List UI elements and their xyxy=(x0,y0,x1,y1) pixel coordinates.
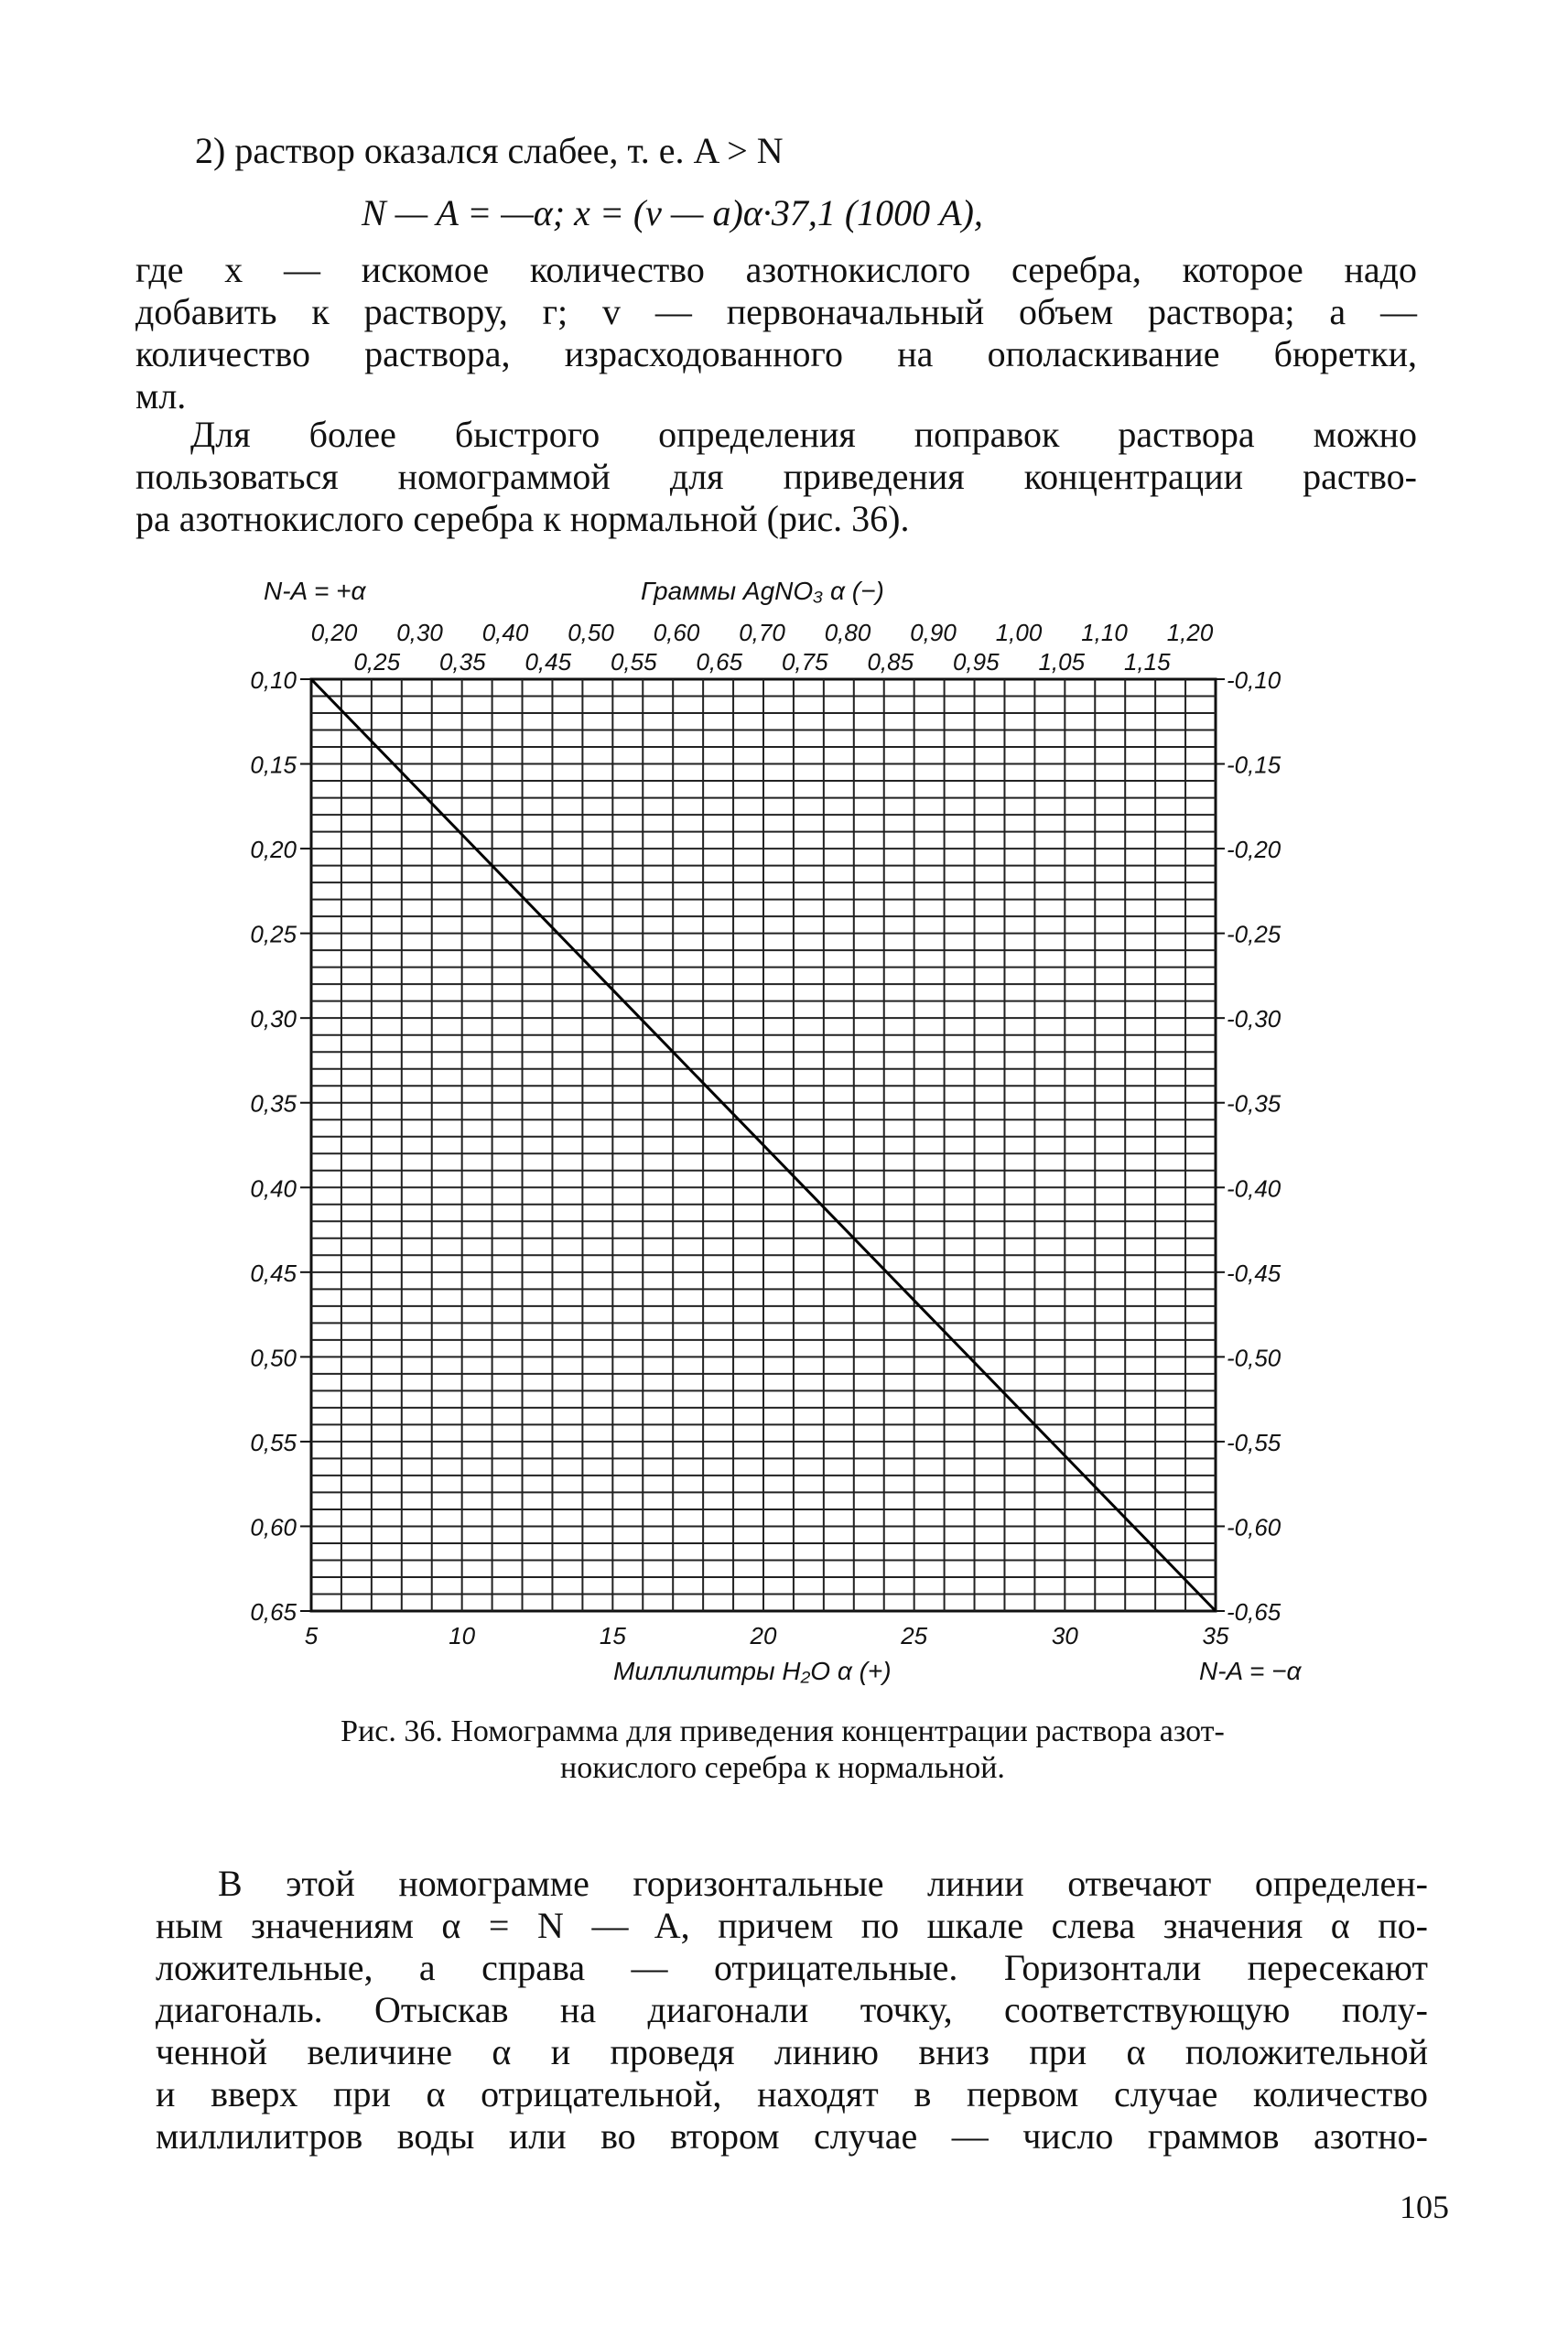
top-tick-label-row1: 0,80 xyxy=(824,619,871,646)
left-tick-label: 0,35 xyxy=(250,1089,297,1118)
paragraph-3-line: ным значениям α = N — A, причем по шкале слева значения α по- xyxy=(156,1905,1428,1946)
bottom-axis-title: Миллилитры H₂O α (+) xyxy=(613,1657,892,1685)
top-tick-label-row1: 1,00 xyxy=(995,619,1043,646)
top-axis-title: Граммы AgNO₃ α (−) xyxy=(641,577,884,605)
top-tick-label-row2: 0,85 xyxy=(867,648,914,676)
top-tick-label-row1: 0,40 xyxy=(481,619,529,646)
page-number: 105 xyxy=(1400,2189,1449,2225)
top-tick-label-row2: 1,15 xyxy=(1123,648,1171,676)
bottom-tick-label: 10 xyxy=(449,1622,476,1649)
right-tick-label: -0,40 xyxy=(1227,1174,1281,1203)
top-tick-label-row2: 0,55 xyxy=(610,648,657,676)
top-tick-label-row2: 0,95 xyxy=(952,648,1000,676)
top-tick-label-row2: 0,25 xyxy=(353,648,401,676)
bottom-tick-label: 25 xyxy=(901,1622,928,1649)
bottom-right-label: N-A = −α xyxy=(1199,1657,1302,1685)
top-tick-label-row2: 0,75 xyxy=(781,648,828,676)
right-tick-label: -0,55 xyxy=(1227,1428,1281,1456)
right-tick-label: -0,35 xyxy=(1227,1089,1281,1118)
bottom-tick-label: 5 xyxy=(304,1622,319,1649)
paragraph-3-line: ченной величине α и проведя линию вниз при α положительной xyxy=(156,2031,1428,2072)
paragraph-3-line: миллилитров воды или во втором случае — число граммов азотно- xyxy=(156,2115,1428,2157)
paragraph-2-line: Для более быстрого определения поправок раствора можно xyxy=(190,414,1417,455)
right-tick-label: -0,50 xyxy=(1227,1344,1281,1372)
caption-line-1: Рис. 36. Номограмма для приведения концентрации раствора азот- xyxy=(341,1714,1225,1748)
left-tick-label: 0,50 xyxy=(250,1344,297,1372)
left-tick-label: 0,45 xyxy=(250,1259,297,1287)
right-tick-label: -0,30 xyxy=(1227,1005,1281,1033)
top-tick-label-row1: 1,20 xyxy=(1166,619,1214,646)
paragraph-3-line: В этой номограмме горизонтальные линии отвечают определен- xyxy=(218,1863,1428,1904)
left-tick-label: 0,65 xyxy=(250,1598,297,1626)
right-tick-label: -0,60 xyxy=(1227,1513,1281,1541)
right-tick-label: -0,10 xyxy=(1227,666,1281,694)
paragraph-1-line: мл. xyxy=(135,375,187,416)
top-tick-label-row1: 0,70 xyxy=(739,619,785,646)
caption-line-2: нокислого серебра к нормальной. xyxy=(560,1751,1005,1785)
bottom-tick-label: 30 xyxy=(1051,1622,1078,1649)
top-tick-label-row1: 0,20 xyxy=(310,619,358,646)
left-tick-label: 0,15 xyxy=(250,751,297,779)
left-tick-label: 0,25 xyxy=(250,920,297,948)
formula-line: N — A = —α; x = (v — a)α·37,1 (1000 A), xyxy=(362,192,983,233)
paragraph-2-line: пользоваться номограммой для приведения концентрации раство- xyxy=(135,456,1417,497)
item-2-text: 2) раствор оказался слабее, т. е. A > N xyxy=(195,130,784,171)
ticks-layer xyxy=(250,619,1281,1649)
paragraph-3-line: ложительные, а справа — отрицательные. Горизонтали пересекают xyxy=(156,1947,1428,1988)
top-tick-label-row1: 0,90 xyxy=(910,619,957,646)
bottom-tick-label: 35 xyxy=(1202,1622,1229,1649)
left-tick-label: 0,10 xyxy=(250,666,297,694)
right-tick-label: -0,15 xyxy=(1227,751,1281,779)
left-tick-label: 0,20 xyxy=(250,836,297,864)
paragraph-3-line: и вверх при α отрицательной, находят в первом случае количество xyxy=(156,2073,1428,2114)
grid-layer xyxy=(311,679,1216,1611)
right-tick-label: -0,45 xyxy=(1227,1259,1281,1287)
paragraph-1-line: добавить к раствору, г; v — первоначальный объем раствора; a — xyxy=(135,291,1417,332)
top-tick-label-row2: 1,05 xyxy=(1038,648,1086,676)
top-tick-label-row2: 0,65 xyxy=(696,648,743,676)
top-left-label: N-A = +α xyxy=(264,577,366,605)
top-tick-label-row1: 0,50 xyxy=(568,619,614,646)
left-tick-label: 0,60 xyxy=(250,1513,297,1541)
paragraph-2-line: ра азотнокислого серебра к нормальной (рис. 36). xyxy=(135,498,910,539)
top-tick-label-row1: 0,30 xyxy=(396,619,443,646)
top-tick-label-row1: 1,10 xyxy=(1081,619,1128,646)
left-tick-label: 0,30 xyxy=(250,1005,297,1033)
paragraph-1-line: где x — искомое количество азотнокислого серебра, которое надо xyxy=(135,249,1417,290)
paragraph-3-line: диагональ. Отыскав на диагонали точку, соответствующую полу- xyxy=(156,1989,1428,2030)
figure-caption xyxy=(174,1714,1391,1787)
paragraph-3 xyxy=(156,1863,1428,2157)
top-tick-label-row2: 0,35 xyxy=(438,648,486,676)
bottom-tick-label: 20 xyxy=(750,1622,777,1649)
right-tick-label: -0,25 xyxy=(1227,920,1281,948)
left-tick-label: 0,40 xyxy=(250,1174,297,1203)
right-tick-label: -0,65 xyxy=(1227,1598,1281,1626)
bottom-tick-label: 15 xyxy=(599,1622,626,1649)
top-tick-label-row1: 0,60 xyxy=(653,619,700,646)
left-tick-label: 0,55 xyxy=(250,1428,297,1456)
top-tick-label-row2: 0,45 xyxy=(524,648,572,676)
paragraph-1-line: количество раствора, израсходованного на ополаскивание бюретки, xyxy=(135,333,1417,374)
right-tick-label: -0,20 xyxy=(1227,836,1281,864)
